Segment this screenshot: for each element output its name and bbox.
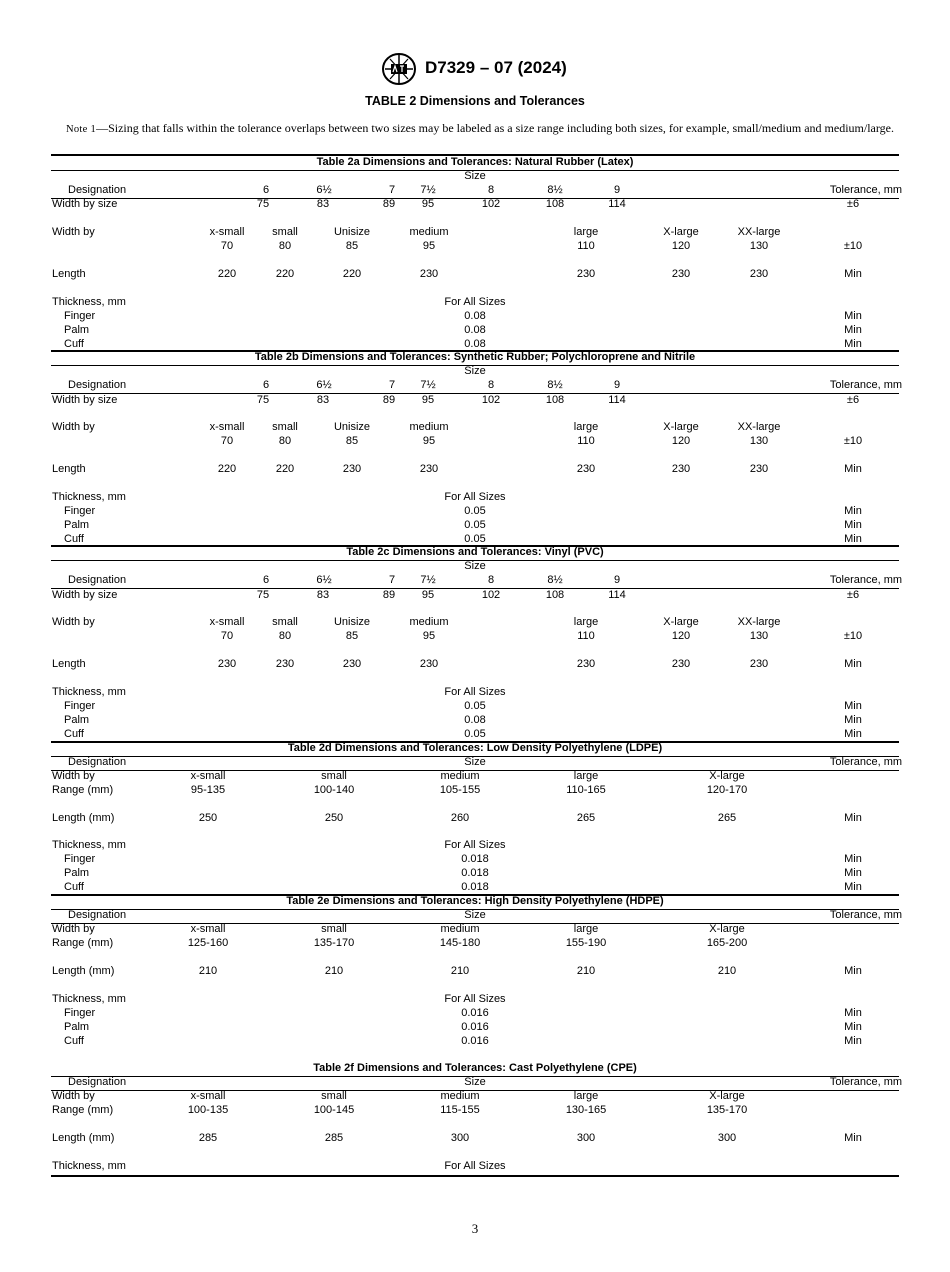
table_2d-length-cell: 250 (198, 812, 218, 824)
table_2a-designation-cell: 9 (613, 184, 621, 196)
table_2e-cuff-min: Min (844, 1035, 862, 1047)
table_2f-length-cell: 300 (717, 1132, 737, 1144)
table_2b-size-name-cell: medium (409, 421, 449, 433)
table_2c-finger-min: Min (844, 700, 862, 712)
table_2d-length-cell: 265 (717, 812, 737, 824)
table_2d-size-name-cell: large (573, 770, 599, 782)
table_2e-size-name-cell: large (573, 923, 599, 935)
table_2e-length-cell: 210 (576, 965, 596, 977)
table_2f-title: Table 2f Dimensions and Tolerances: Cast Polyethylene (CPE) (313, 1062, 637, 1074)
table_2e-finger-label: Finger (64, 1007, 96, 1019)
table_2c-size-width-cell: 120 (671, 630, 691, 642)
table_2b-width-cell: 83 (316, 394, 330, 406)
table_2e-finger-value: 0.016 (461, 1007, 489, 1019)
table_2a-size-name-cell: Unisize (333, 226, 371, 238)
table_2a-width-by-label: Width by (52, 226, 95, 238)
table_2c-width-by-size-label: Width by size (52, 589, 118, 601)
table_2b-cuff-value: 0.05 (464, 533, 486, 545)
table_2c-cuff-min: Min (844, 728, 862, 740)
table_2c-cuff-label: Cuff (64, 728, 84, 740)
table_2d-range-cell: 120-170 (706, 784, 748, 796)
table_2a-size-width-cell: 130 (749, 240, 769, 252)
table_2a-finger-value: 0.08 (464, 310, 486, 322)
table_2b-size-width-cell: 120 (671, 435, 691, 447)
table_2d-size-name-cell: medium (440, 770, 480, 782)
table_2b-size-name-cell: small (272, 421, 298, 433)
table_2a-width-cell: 114 (608, 198, 626, 210)
table_2c-designation-cell: 8½ (547, 574, 563, 586)
table_2b-length-cell: 230 (419, 463, 439, 475)
table_2a-designation-cell: 6½ (316, 184, 332, 196)
table_2a-tol-10: ±10 (843, 240, 863, 252)
table_2c-width-cell: 108 (545, 589, 565, 601)
table_2e-length-label: Length (mm) (52, 965, 115, 977)
table_2b-size-width-cell: 85 (345, 435, 359, 447)
document-id: D7329 – 07 (2024) (425, 58, 567, 77)
table_2b-designation-cell: 6 (262, 379, 270, 391)
table_2d-tolerance-header: Tolerance, mm (829, 756, 903, 768)
table_2a-size-width-cell: 95 (422, 240, 436, 252)
table_2a-width-cell: 95 (421, 198, 435, 210)
table_2d-finger-label: Finger (64, 853, 96, 865)
table_2f-range-cell: 130-165 (565, 1104, 607, 1116)
table_2b-size-header: Size (464, 365, 486, 377)
table_2e-palm-value: 0.016 (461, 1021, 489, 1033)
table_2c-palm-min: Min (844, 714, 862, 726)
table_2b-size-width-cell: 130 (749, 435, 769, 447)
table_2e-length-cell: 210 (198, 965, 218, 977)
table_2d-length-min: Min (844, 812, 862, 824)
table_2a-thickness-label: Thickness, mm (52, 296, 126, 308)
table_2c-tol-10: ±10 (843, 630, 863, 642)
table_2c-size-header: Size (464, 560, 486, 572)
table_2c-length-cell: 230 (419, 658, 439, 670)
table_2b-length-cell: 230 (749, 463, 769, 475)
table_2c-size-name-cell: large (573, 616, 599, 628)
table_2a-width-cell: 83 (316, 198, 330, 210)
table_2c-header-rule (51, 588, 899, 589)
table_2d-title: Table 2d Dimensions and Tolerances: Low Density Polyethylene (LDPE) (287, 742, 663, 754)
table_2f-length-min: Min (844, 1132, 862, 1144)
table_2b-cuff-min: Min (844, 533, 862, 545)
table_2a-size-width-cell: 85 (345, 240, 359, 252)
table_2a-palm-value: 0.08 (464, 324, 486, 336)
table_2b-length-cell: 230 (671, 463, 691, 475)
table_2e-range-cell: 165-200 (706, 937, 748, 949)
table_2d-palm-value: 0.018 (461, 867, 489, 879)
table_2b-finger-label: Finger (64, 505, 96, 517)
table_2f-length-cell: 300 (576, 1132, 596, 1144)
table_2a-length-cell: 220 (217, 268, 237, 280)
table_2c-designation-cell: 9 (613, 574, 621, 586)
note-text: —Sizing that falls within the tolerance overlaps between two sizes may be labeled as a size range including both sizes, for example, small/medium and medium/large. (96, 121, 894, 135)
table_2a-size-name-cell: small (272, 226, 298, 238)
table_2d-range-cell: 100-140 (313, 784, 355, 796)
table_2c-length-cell: 230 (217, 658, 237, 670)
table_2a-size-name-cell: large (573, 226, 599, 238)
table_2c-palm-label: Palm (64, 714, 90, 726)
table_2f-length-cell: 285 (324, 1132, 344, 1144)
table_2d-range-label: Range (mm) (52, 784, 114, 796)
table_2b-length-cell: 220 (275, 463, 295, 475)
table_2a-for-all-sizes: For All Sizes (444, 296, 506, 308)
table_2b-designation-cell: 8½ (547, 379, 563, 391)
table_2f-width-by-label: Width by (52, 1090, 95, 1102)
table-title: TABLE 2 Dimensions and Tolerances (365, 94, 585, 108)
table_2d-size-name-cell: X-large (709, 770, 745, 782)
table_2b-designation-cell: 8 (487, 379, 495, 391)
table_2c-title: Table 2c Dimensions and Tolerances: Vinyl (PVC) (346, 546, 604, 558)
table_2a-designation-cell: 7 (388, 184, 396, 196)
table_2c-finger-label: Finger (64, 700, 96, 712)
table_2b-designation-cell: 7½ (420, 379, 436, 391)
table_2f-size-name-cell: medium (440, 1090, 480, 1102)
table_2c-length-label: Length (52, 658, 86, 670)
table_2c-tolerance-header: Tolerance, mm (829, 574, 903, 586)
astm-logo-icon (381, 52, 417, 86)
table_2e-for-all-sizes: For All Sizes (444, 993, 506, 1005)
table_2c-width-cell: 114 (608, 589, 626, 601)
table_2a-size-header: Size (464, 170, 486, 182)
table_2c-width-cell: 83 (316, 589, 330, 601)
table_2a-designation-cell: 8½ (547, 184, 563, 196)
table_2e-length-cell: 210 (324, 965, 344, 977)
table_2a-width-cell: 75 (256, 198, 270, 210)
table_2a-length-cell: 230 (576, 268, 596, 280)
table_2c-designation-cell: 8 (487, 574, 495, 586)
table_2d-size-header: Size (464, 756, 486, 768)
table_2b-palm-label: Palm (64, 519, 90, 531)
table_2b-size-name-cell: large (573, 421, 599, 433)
table_2a-designation-cell: 7½ (420, 184, 436, 196)
table_2a-designation-cell: 6 (262, 184, 270, 196)
table_2c-size-name-cell: x-small (209, 616, 245, 628)
table_2b-width-cell: 89 (382, 394, 396, 406)
table_2f-thickness-label: Thickness, mm (52, 1160, 126, 1172)
table_2c-width-by-label: Width by (52, 616, 95, 628)
table_2b-header-rule (51, 393, 899, 394)
table_2a-title: Table 2a Dimensions and Tolerances: Natural Rubber (Latex) (316, 156, 634, 168)
table_2a-length-cell: 230 (749, 268, 769, 280)
table_2f-length-cell: 300 (450, 1132, 470, 1144)
table_2b-length-cell: 220 (217, 463, 237, 475)
table_2b-size-name-cell: XX-large (737, 421, 781, 433)
table_2c-designation-cell: 7½ (420, 574, 436, 586)
table_2a-header-rule (51, 198, 899, 199)
table_2c-length-cell: 230 (576, 658, 596, 670)
table_2c-width-cell: 102 (481, 589, 501, 601)
table_2e-range-cell: 145-180 (439, 937, 481, 949)
table_2c-size-name-cell: small (272, 616, 298, 628)
table_2c-palm-value: 0.08 (464, 714, 486, 726)
table_2d-range-cell: 110-165 (566, 784, 606, 796)
table_2b-finger-min: Min (844, 505, 862, 517)
table_2f-bottom-rule (51, 1175, 899, 1177)
table_2a-length-cell: 220 (275, 268, 295, 280)
table_2b-width-by-size-label: Width by size (52, 394, 118, 406)
table_2e-title: Table 2e Dimensions and Tolerances: High Density Polyethylene (HDPE) (286, 895, 664, 907)
table_2e-size-name-cell: medium (440, 923, 480, 935)
table_2c-length-cell: 230 (275, 658, 295, 670)
table_2b-size-width-cell: 70 (220, 435, 234, 447)
table_2c-thickness-label: Thickness, mm (52, 686, 126, 698)
table_2f-size-name-cell: large (573, 1090, 599, 1102)
table_2e-size-name-cell: x-small (190, 923, 226, 935)
table_2b-size-width-cell: 110 (577, 435, 595, 447)
table_2e-width-by-label: Width by (52, 923, 95, 935)
table_2a-size-width-cell: 70 (220, 240, 234, 252)
table_2d-range-cell: 105-155 (439, 784, 481, 796)
table_2c-size-name-cell: medium (409, 616, 449, 628)
table_2c-for-all-sizes: For All Sizes (444, 686, 506, 698)
table_2d-palm-label: Palm (64, 867, 90, 879)
table_2f-length-cell: 285 (198, 1132, 218, 1144)
table_2e-palm-min: Min (844, 1021, 862, 1033)
table_2c-size-name-cell: XX-large (737, 616, 781, 628)
table_2c-size-width-cell: 80 (278, 630, 292, 642)
table_2c-finger-value: 0.05 (464, 700, 486, 712)
table_2e-size-header: Size (464, 909, 486, 921)
table_2c-size-width-cell: 95 (422, 630, 436, 642)
table_2b-thickness-label: Thickness, mm (52, 491, 126, 503)
table_2c-designation-cell: 7 (388, 574, 396, 586)
table_2a-palm-label: Palm (64, 324, 90, 336)
table_2f-designation-header: Designation (68, 1076, 127, 1088)
table_2a-length-cell: 230 (671, 268, 691, 280)
table_2a-size-name-cell: medium (409, 226, 449, 238)
table_2a-width-by-size-label: Width by size (52, 198, 118, 210)
table_2d-cuff-value: 0.018 (461, 881, 489, 893)
table_2b-for-all-sizes: For All Sizes (444, 491, 506, 503)
table_2c-size-width-cell: 110 (577, 630, 595, 642)
table_2a-length-min: Min (844, 268, 862, 280)
table_2d-cuff-label: Cuff (64, 881, 84, 893)
table_2a-width-cell: 102 (481, 198, 501, 210)
table_2b-tol-6: ±6 (846, 394, 860, 406)
table_2c-length-min: Min (844, 658, 862, 670)
table_2a-designation-header: Designation (68, 184, 127, 196)
table_2c-cuff-value: 0.05 (464, 728, 486, 740)
table_2b-length-label: Length (52, 463, 86, 475)
table_2b-tol-10: ±10 (843, 435, 863, 447)
table_2b-title: Table 2b Dimensions and Tolerances: Synthetic Rubber; Polychloroprene and Nitrile (254, 351, 696, 363)
table_2c-tol-6: ±6 (846, 589, 860, 601)
table_2b-cuff-label: Cuff (64, 533, 84, 545)
table_2f-range-cell: 115-155 (440, 1104, 480, 1116)
table_2b-palm-min: Min (844, 519, 862, 531)
table_2f-range-label: Range (mm) (52, 1104, 114, 1116)
table_2b-designation-cell: 6½ (316, 379, 332, 391)
page-number: 3 (471, 1221, 479, 1236)
table_2e-range-cell: 155-190 (565, 937, 607, 949)
table_2e-cuff-value: 0.016 (461, 1035, 489, 1047)
table_2e-thickness-label: Thickness, mm (52, 993, 126, 1005)
table_2a-finger-label: Finger (64, 310, 96, 322)
table_2e-length-cell: 210 (450, 965, 470, 977)
table_2d-length-label: Length (mm) (52, 812, 115, 824)
table_2a-size-width-cell: 120 (671, 240, 691, 252)
page-header (0, 52, 950, 86)
table_2c-designation-header: Designation (68, 574, 127, 586)
table_2d-range-cell: 95-135 (190, 784, 226, 796)
table_2d-size-name-cell: small (321, 770, 347, 782)
table_2e-cuff-label: Cuff (64, 1035, 84, 1047)
table_2c-designation-cell: 6½ (316, 574, 332, 586)
table_2f-for-all-sizes: For All Sizes (444, 1160, 506, 1172)
table_2a-tol-6: ±6 (846, 198, 860, 210)
table_2c-length-cell: 230 (342, 658, 362, 670)
table_2d-finger-min: Min (844, 853, 862, 865)
table_2c-size-width-cell: 130 (749, 630, 769, 642)
table_2b-designation-header: Designation (68, 379, 127, 391)
table_2b-designation-cell: 9 (613, 379, 621, 391)
table_2c-size-width-cell: 70 (220, 630, 234, 642)
table_2a-size-width-cell: 110 (577, 240, 595, 252)
table_2b-width-by-label: Width by (52, 421, 95, 433)
table_2b-palm-value: 0.05 (464, 519, 486, 531)
table_2a-size-name-cell: XX-large (737, 226, 781, 238)
table_2f-range-cell: 100-145 (313, 1104, 355, 1116)
table_2a-length-cell: 230 (419, 268, 439, 280)
table_2e-finger-min: Min (844, 1007, 862, 1019)
table_2c-width-cell: 75 (256, 589, 270, 601)
table_2f-length-label: Length (mm) (52, 1132, 115, 1144)
table_2a-palm-min: Min (844, 324, 862, 336)
table_2e-range-cell: 135-170 (313, 937, 355, 949)
table_2a-size-name-cell: X-large (663, 226, 699, 238)
table_2a-length-label: Length (52, 268, 86, 280)
table_2f-tolerance-header: Tolerance, mm (829, 1076, 903, 1088)
table_2f-size-header: Size (464, 1076, 486, 1088)
table_2d-length-cell: 250 (324, 812, 344, 824)
table_2b-width-cell: 95 (421, 394, 435, 406)
table_2a-width-cell: 108 (545, 198, 565, 210)
table_2e-tolerance-header: Tolerance, mm (829, 909, 903, 921)
table_2b-length-cell: 230 (576, 463, 596, 475)
table_2b-finger-value: 0.05 (464, 505, 486, 517)
table_2a-finger-min: Min (844, 310, 862, 322)
note-1 (51, 121, 899, 138)
table_2d-size-name-cell: x-small (190, 770, 226, 782)
table_2f-range-cell: 100-135 (187, 1104, 229, 1116)
table_2a-length-cell: 220 (342, 268, 362, 280)
table_2e-range-label: Range (mm) (52, 937, 114, 949)
table_2b-size-name-cell: X-large (663, 421, 699, 433)
table_2c-designation-cell: 6 (262, 574, 270, 586)
table_2d-length-cell: 260 (450, 812, 470, 824)
table_2e-palm-label: Palm (64, 1021, 90, 1033)
table_2c-size-name-cell: Unisize (333, 616, 371, 628)
table_2d-cuff-min: Min (844, 881, 862, 893)
table_2a-cuff-min: Min (844, 338, 862, 350)
table_2a-size-name-cell: x-small (209, 226, 245, 238)
table_2d-finger-value: 0.018 (461, 853, 489, 865)
table_2b-size-name-cell: x-small (209, 421, 245, 433)
table_2b-width-cell: 102 (481, 394, 501, 406)
table_2a-size-width-cell: 80 (278, 240, 292, 252)
table_2c-length-cell: 230 (671, 658, 691, 670)
table_2e-size-name-cell: X-large (709, 923, 745, 935)
table_2a-width-cell: 89 (382, 198, 396, 210)
table_2b-width-cell: 75 (256, 394, 270, 406)
table_2d-designation-header: Designation (68, 756, 127, 768)
table_2b-width-cell: 114 (608, 394, 626, 406)
table_2a-tolerance-header: Tolerance, mm (829, 184, 903, 196)
table_2b-length-cell: 230 (342, 463, 362, 475)
table_2c-size-name-cell: X-large (663, 616, 699, 628)
table_2c-width-cell: 95 (421, 589, 435, 601)
table_2b-size-width-cell: 95 (422, 435, 436, 447)
table_2f-size-name-cell: x-small (190, 1090, 226, 1102)
table_2d-width-by-label: Width by (52, 770, 95, 782)
table_2b-width-cell: 108 (545, 394, 565, 406)
table_2c-length-cell: 230 (749, 658, 769, 670)
table_2e-range-cell: 125-160 (187, 937, 229, 949)
table_2b-length-min: Min (844, 463, 862, 475)
table_2b-tolerance-header: Tolerance, mm (829, 379, 903, 391)
table_2e-size-name-cell: small (321, 923, 347, 935)
table_2b-designation-cell: 7 (388, 379, 396, 391)
table_2a-designation-cell: 8 (487, 184, 495, 196)
table_2a-cuff-label: Cuff (64, 338, 84, 350)
table_2f-range-cell: 135-170 (706, 1104, 748, 1116)
table_2c-width-cell: 89 (382, 589, 396, 601)
note-label: Note 1 (66, 124, 97, 135)
table_2c-size-width-cell: 85 (345, 630, 359, 642)
table_2d-length-cell: 265 (576, 812, 596, 824)
table_2b-size-width-cell: 80 (278, 435, 292, 447)
table_2f-size-name-cell: small (321, 1090, 347, 1102)
table_2d-thickness-label: Thickness, mm (52, 839, 126, 851)
table_2d-for-all-sizes: For All Sizes (444, 839, 506, 851)
table_2b-size-name-cell: Unisize (333, 421, 371, 433)
table_2e-length-min: Min (844, 965, 862, 977)
table_2d-palm-min: Min (844, 867, 862, 879)
table_2f-size-name-cell: X-large (709, 1090, 745, 1102)
table_2e-length-cell: 210 (717, 965, 737, 977)
table_2a-cuff-value: 0.08 (464, 338, 486, 350)
table_2e-designation-header: Designation (68, 909, 127, 921)
